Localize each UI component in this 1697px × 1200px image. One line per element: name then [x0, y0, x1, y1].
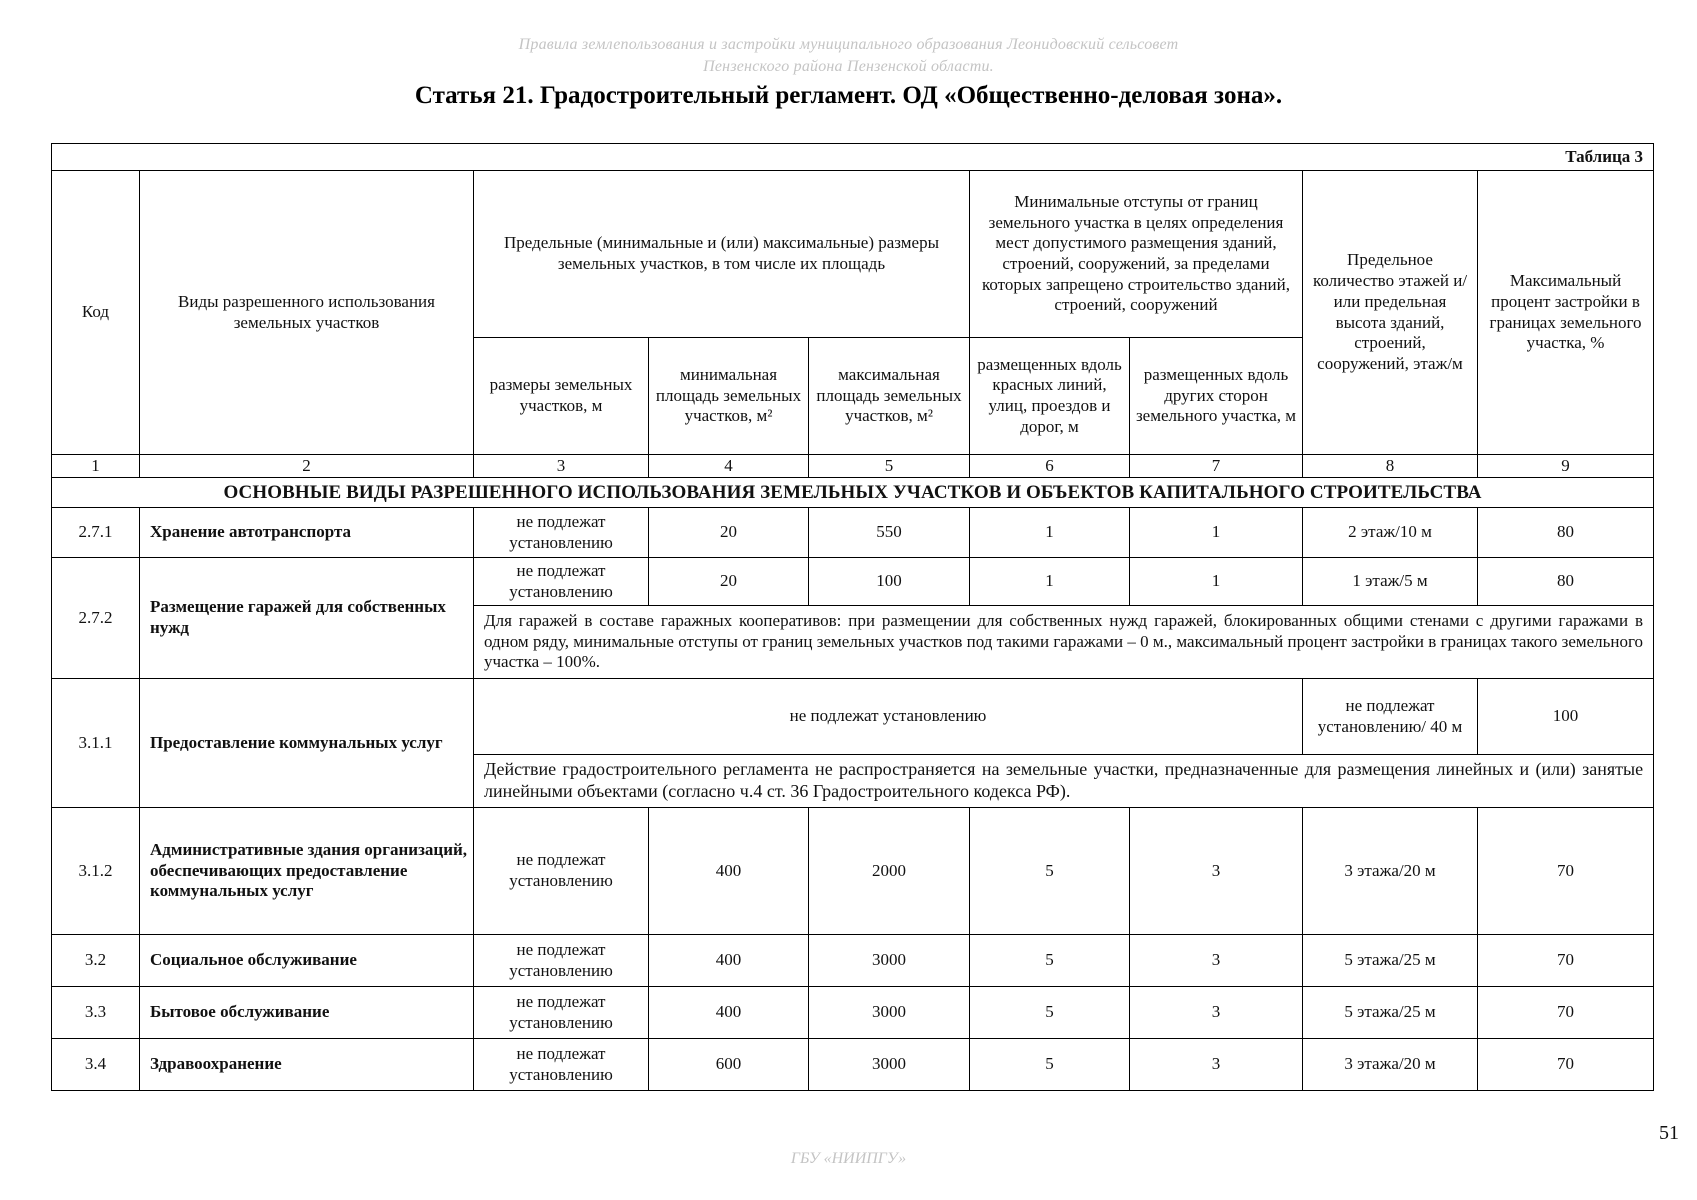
row-floors: 5 этажа/25 м — [1303, 987, 1478, 1039]
row-floors: не подлежат установлению/ 40 м — [1303, 679, 1478, 755]
row-coverage: 100 — [1478, 679, 1654, 755]
table-row — [52, 935, 1654, 987]
col-number: 8 — [1303, 455, 1478, 478]
col-head-sizes-group: Предельные (минимальные и (или) максимальные) размеры земельных участков, в том числе их площадь — [474, 171, 970, 338]
row-offset-red: 5 — [970, 1039, 1130, 1091]
row-offset-red: 5 — [970, 987, 1130, 1039]
row-max-area: 3000 — [809, 987, 970, 1039]
row-floors: 3 этажа/20 м — [1303, 808, 1478, 935]
col-head-coverage: Максимальный процент застройки в границах земельного участка, % — [1478, 171, 1654, 455]
row-max-area: 100 — [809, 558, 970, 606]
col-head-max-area: максимальная площадь земельных участков, м² — [809, 338, 970, 455]
col-head-offset-red: размещенных вдоль красных линий, улиц, проездов и дорог, м — [970, 338, 1130, 455]
row-use-name: Административные здания организаций, обеспечивающих предоставление коммунальных услуг — [140, 808, 474, 935]
col-head-floors: Предельное количество этажей и/или предельная высота зданий, строений, сооружений, этаж/м — [1303, 171, 1478, 455]
col-number: 1 — [52, 455, 140, 478]
row-max-area: 550 — [809, 508, 970, 558]
row-offset-red: 1 — [970, 558, 1130, 606]
row-code: 2.7.2 — [52, 558, 140, 679]
row-use-name: Предоставление коммунальных услуг — [140, 679, 474, 808]
row-max-area: 2000 — [809, 808, 970, 935]
row-coverage: 70 — [1478, 1039, 1654, 1091]
table-row — [52, 508, 1654, 558]
row-offset-red: 5 — [970, 935, 1130, 987]
row-offset-other: 3 — [1130, 935, 1303, 987]
row-min-area: 600 — [649, 1039, 809, 1091]
row-size: не подлежат установлению — [474, 987, 649, 1039]
row-size: не подлежат установлению — [474, 808, 649, 935]
col-number: 7 — [1130, 455, 1303, 478]
table-row — [52, 679, 1654, 755]
col-head-size: размеры земельных участков, м — [474, 338, 649, 455]
section-heading: ОСНОВНЫЕ ВИДЫ РАЗРЕШЕННОГО ИСПОЛЬЗОВАНИЯ ЗЕМЕЛЬНЫХ УЧАСТКОВ И ОБЪЕКТОВ КАПИТАЛЬНОГО СТРОИТЕЛЬСТВА — [52, 478, 1654, 508]
row-code: 3.3 — [52, 987, 140, 1039]
row-max-area: 3000 — [809, 1039, 970, 1091]
row-size: не подлежат установлению — [474, 935, 649, 987]
running-header-line1: Правила землепользования и застройки муниципального образования Леонидовский сельсовет — [518, 36, 1179, 53]
row-merged-value: не подлежат установлению — [474, 679, 1303, 755]
running-footer: ГБУ «НИИПГУ» — [790, 1150, 907, 1167]
row-offset-other: 3 — [1130, 808, 1303, 935]
col-number: 4 — [649, 455, 809, 478]
row-note: Для гаражей в составе гаражных кооперативов: при размещении для собственных нужд гаражей, блокированных общими стенами с другими гаражами в одном ряду, минимальные отступы от границ земельных участков под такими гаражами – 0 м., максимальный процент застройки в границах такого земельного участка – 100%. — [474, 606, 1654, 679]
row-use-name: Бытовое обслуживание — [140, 987, 474, 1039]
row-coverage: 70 — [1478, 935, 1654, 987]
row-floors: 5 этажа/25 м — [1303, 935, 1478, 987]
row-min-area: 20 — [649, 558, 809, 606]
row-offset-red: 1 — [970, 508, 1130, 558]
row-code: 3.4 — [52, 1039, 140, 1091]
row-min-area: 400 — [649, 987, 809, 1039]
row-use-name: Здравоохранение — [140, 1039, 474, 1091]
row-coverage: 70 — [1478, 987, 1654, 1039]
row-coverage: 80 — [1478, 508, 1654, 558]
col-number: 2 — [140, 455, 474, 478]
table-caption: Таблица 3 — [52, 144, 1654, 171]
row-code: 3.2 — [52, 935, 140, 987]
row-max-area: 3000 — [809, 935, 970, 987]
row-size: не подлежат установлению — [474, 1039, 649, 1091]
article-title: Статья 21. Градостроительный регламент. ОД «Общественно-деловая зона». — [414, 82, 1283, 109]
row-code: 3.1.1 — [52, 679, 140, 808]
row-use-name: Размещение гаражей для собственных нужд — [140, 558, 474, 679]
col-number: 3 — [474, 455, 649, 478]
row-offset-other: 3 — [1130, 1039, 1303, 1091]
running-header-line2: Пензенского района Пензенской области. — [703, 58, 994, 75]
row-min-area: 400 — [649, 808, 809, 935]
table-row — [52, 558, 1654, 606]
row-coverage: 80 — [1478, 558, 1654, 606]
row-min-area: 400 — [649, 935, 809, 987]
row-coverage: 70 — [1478, 808, 1654, 935]
col-number: 6 — [970, 455, 1130, 478]
row-offset-other: 1 — [1130, 558, 1303, 606]
table-row — [52, 1039, 1654, 1091]
col-head-offset-other: размещенных вдоль других сторон земельного участка, м — [1130, 338, 1303, 455]
col-number: 9 — [1478, 455, 1654, 478]
row-min-area: 20 — [649, 508, 809, 558]
col-head-use: Виды разрешенного использования земельных участков — [140, 171, 474, 455]
col-head-min-area: минимальная площадь земельных участков, м² — [649, 338, 809, 455]
row-floors: 2 этаж/10 м — [1303, 508, 1478, 558]
row-code: 3.1.2 — [52, 808, 140, 935]
row-offset-other: 1 — [1130, 508, 1303, 558]
regulation-table — [51, 143, 1654, 1091]
table-row — [52, 808, 1654, 935]
col-head-code: Код — [52, 171, 140, 455]
col-head-offsets-group: Минимальные отступы от границ земельного участка в целях определения мест допустимого размещения зданий, строений, сооружений, за пределами которых запрещено строительство зданий, строений, сооружений — [970, 171, 1303, 338]
row-floors: 3 этажа/20 м — [1303, 1039, 1478, 1091]
row-size: не подлежат установлению — [474, 558, 649, 606]
row-size: не подлежат установлению — [474, 508, 649, 558]
row-note: Действие градостроительного регламента не распространяется на земельные участки, предназначенные для размещения линейных и (или) занятые линейными объектами (согласно ч.4 ст. 36 Градостроительного кодекса РФ). — [474, 755, 1654, 808]
row-use-name: Социальное обслуживание — [140, 935, 474, 987]
col-number: 5 — [809, 455, 970, 478]
page-number: 51 — [1659, 1122, 1679, 1144]
row-code: 2.7.1 — [52, 508, 140, 558]
row-offset-red: 5 — [970, 808, 1130, 935]
table-row — [52, 987, 1654, 1039]
row-floors: 1 этаж/5 м — [1303, 558, 1478, 606]
row-offset-other: 3 — [1130, 987, 1303, 1039]
row-use-name: Хранение автотранспорта — [140, 508, 474, 558]
